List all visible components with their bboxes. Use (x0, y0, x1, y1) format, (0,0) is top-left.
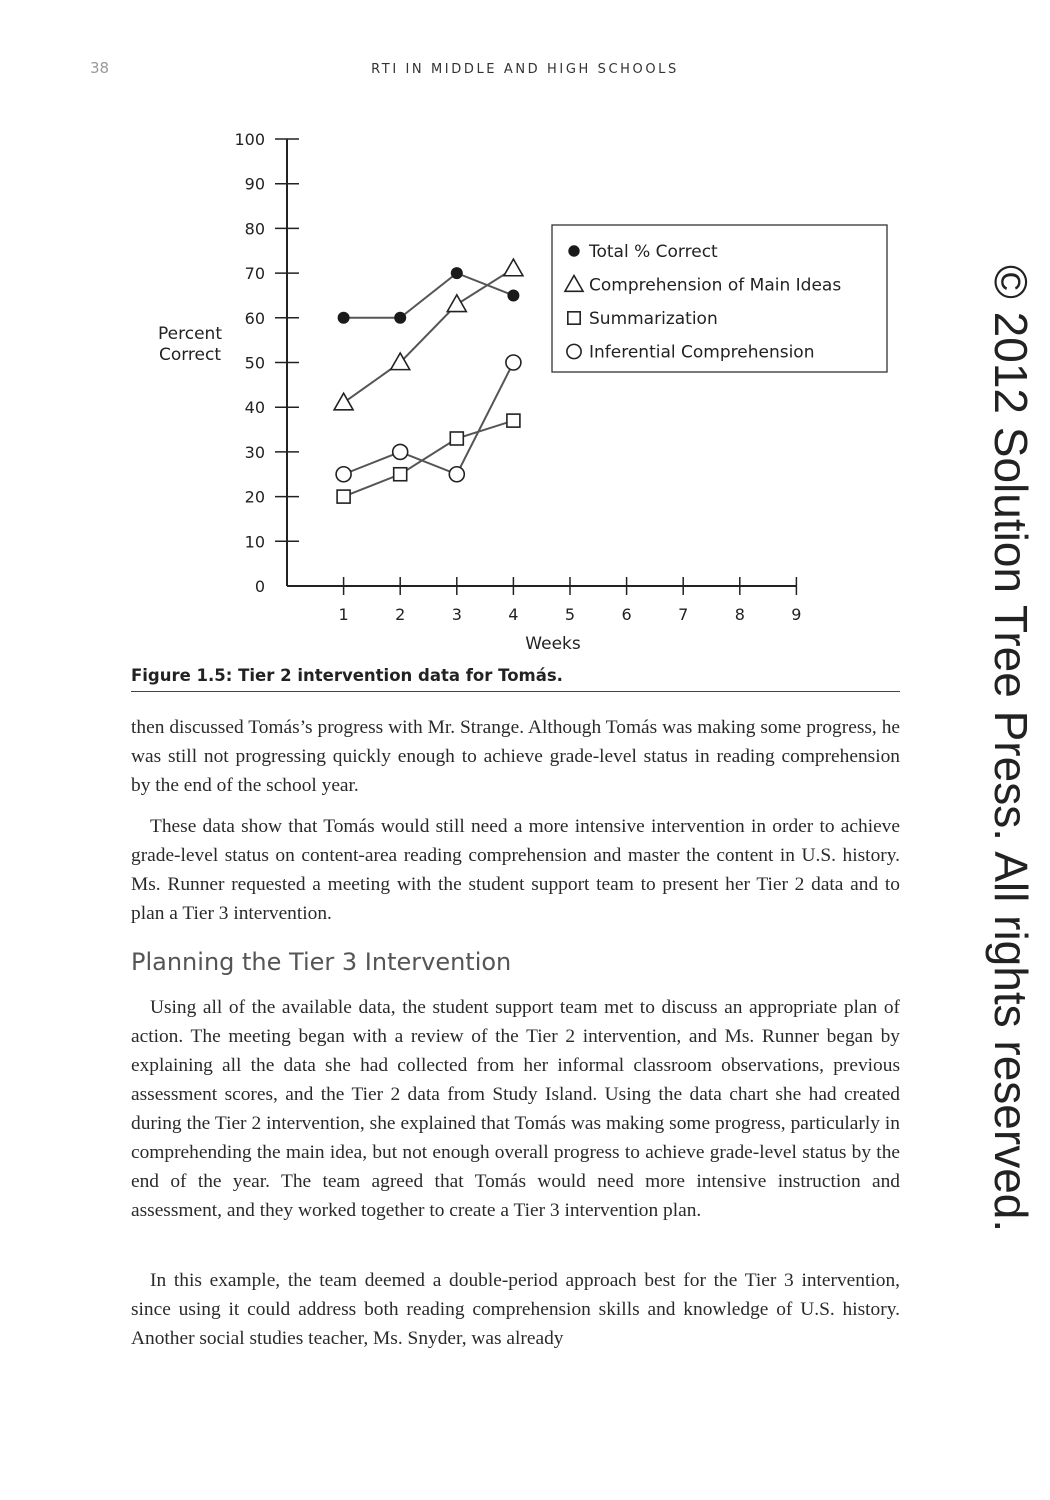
data-point (336, 467, 351, 482)
data-point (507, 414, 520, 427)
line-chart (130, 118, 910, 658)
x-tick-label: 3 (451, 605, 462, 624)
y-tick-label: 50 (244, 353, 265, 373)
y-tick-label: 40 (244, 398, 265, 418)
data-point (504, 259, 523, 276)
legend-label: Total % Correct (589, 242, 718, 262)
y-axis-label: Percent (158, 324, 222, 344)
paragraph-4: In this example, the team deemed a double-period approach best for the Tier 3 intervention, since using it could address both reading comprehension skills and knowledge of U.S. history. Another social studies teacher, Ms. Snyder, was already (131, 1270, 900, 1349)
running-head: RTI IN MIDDLE AND HIGH SCHOOLS (371, 62, 679, 77)
y-tick-label: 100 (234, 130, 265, 149)
data-point (394, 312, 406, 324)
paragraph-3: Using all of the available data, the student support team met to discuss an appropriate plan of action. The meeting began with a review of the Tier 2 intervention, and Ms. Runner began by explaining all the data she had collected from her informal classroom observations, previous assessment scores, and the Tier 2 data from Study Island. Using the data chart she had created during the Tier 2 intervention, she explained that Tomás was making some progress, particularly in comprehending the main idea, but not enough overall progress to achieve grade-level status by the end of the year. The team agreed that Tomás would need more intensive instruction and assessment, and they worked together to create a Tier 3 intervention plan. (131, 997, 900, 1221)
x-axis-label: Weeks (525, 634, 581, 654)
data-point (449, 467, 464, 482)
figure-caption: Figure 1.5: Tier 2 intervention data for Tomás. (131, 666, 900, 692)
data-point (507, 289, 519, 301)
legend-label: Summarization (589, 309, 718, 329)
page-number: 38 (90, 59, 110, 77)
data-point (450, 432, 463, 445)
data-point (337, 490, 350, 503)
data-point (338, 312, 350, 324)
y-tick-label: 30 (244, 442, 265, 462)
x-tick-label: 2 (395, 605, 406, 624)
x-tick-label: 1 (338, 605, 349, 624)
data-point (506, 355, 521, 370)
y-tick-label: 60 (244, 308, 265, 328)
y-tick-label: 90 (244, 174, 265, 194)
paragraph-2: These data show that Tomás would still need a more intensive intervention in order to achieve grade-level status on content-area reading comprehension and master the content in U.S. history. Ms. Runner requested a meeting with the student support team to present her Tier 2 data and to plan a Tier 3 intervention. (131, 816, 900, 924)
data-point (393, 444, 408, 459)
y-tick-label: 80 (244, 219, 265, 239)
x-tick-label: 7 (678, 605, 689, 624)
x-tick-label: 8 (734, 605, 745, 624)
data-point (447, 295, 466, 312)
legend-marker (568, 312, 580, 324)
y-tick-label: 70 (244, 264, 265, 284)
section-heading: Planning the Tier 3 Intervention (131, 948, 512, 976)
legend-label: Comprehension of Main Ideas (589, 275, 842, 296)
series-line-3 (344, 421, 514, 497)
series-line-2 (344, 269, 514, 403)
x-tick-label: 9 (791, 605, 802, 624)
x-tick-label: 6 (621, 605, 632, 624)
x-tick-label: 5 (564, 605, 576, 624)
data-point (394, 468, 407, 481)
data-point (451, 267, 463, 279)
legend-marker (568, 245, 579, 256)
y-tick-label: 0 (254, 577, 265, 596)
y-tick-label: 10 (244, 532, 265, 552)
x-tick-label: 4 (508, 605, 519, 624)
legend-label: Inferential Comprehension (589, 342, 815, 363)
paragraph-1: then discussed Tomás’s progress with Mr. Strange. Although Tomás was making some progress, he was still not progressing quickly enough to achieve grade-level status in reading comprehension by the end of the school year. (131, 717, 900, 796)
series-line-1 (344, 273, 514, 318)
legend-marker (567, 344, 581, 358)
copyright-watermark: © 2012 Solution Tree Press. All rights reserved. (985, 265, 1037, 1233)
y-tick-label: 20 (244, 487, 265, 507)
y-axis-label: Correct (158, 345, 222, 365)
data-point (334, 393, 353, 410)
